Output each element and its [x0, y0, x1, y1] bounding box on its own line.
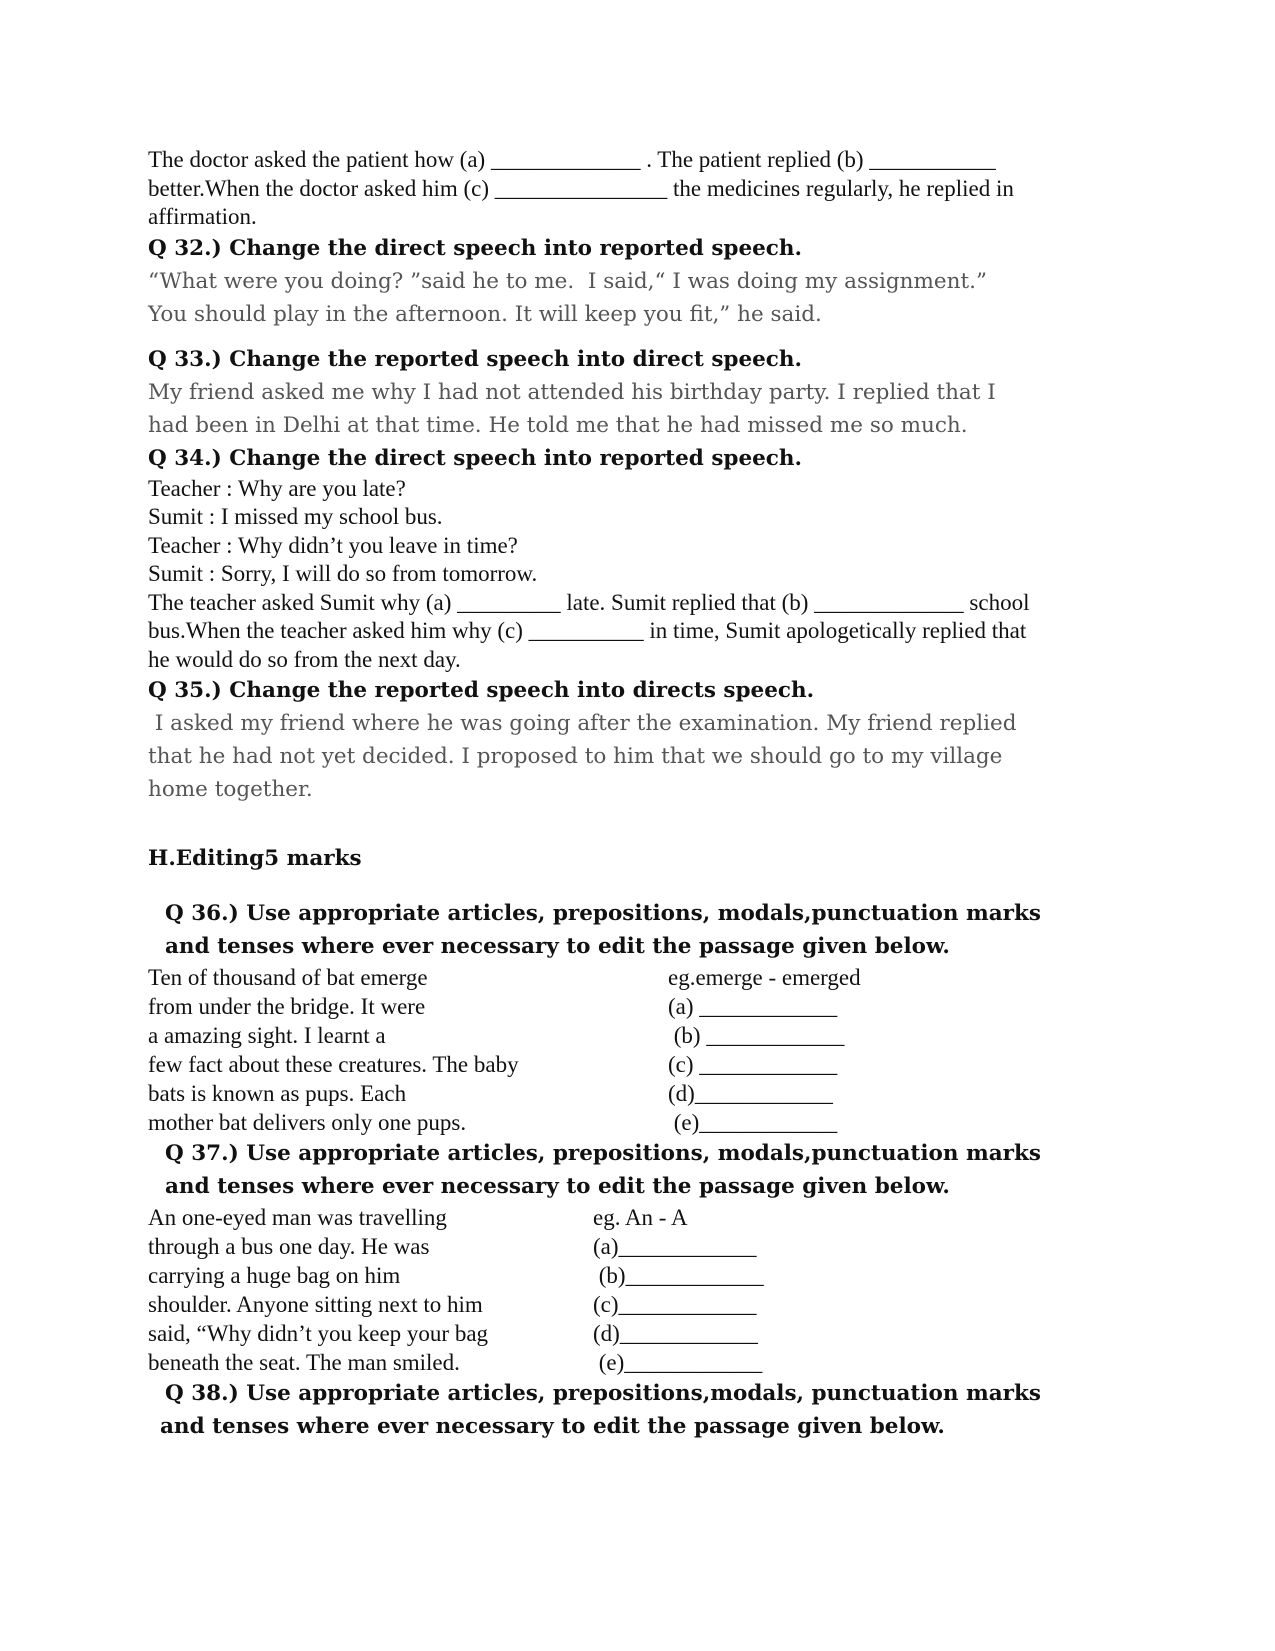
question-heading: Q 33.) Change the reported speech into direct speech.	[148, 346, 803, 372]
editing-row	[148, 1079, 1108, 1108]
editing-row	[148, 1108, 1108, 1137]
answer-blank: (b) ____________	[668, 1023, 845, 1048]
passage-line: beneath the seat. The man smiled.	[148, 1350, 460, 1375]
question-heading: and tenses where ever necessary to edit the passage given below.	[160, 1414, 945, 1439]
dialogue-line: Teacher : Why didn’t you leave in time?	[148, 532, 518, 558]
passage-line: few fact about these creatures. The baby	[148, 1052, 519, 1077]
dialogue-line: Sumit : I missed my school bus.	[148, 504, 443, 529]
question-32	[148, 232, 1108, 331]
editing-row	[148, 1348, 1108, 1377]
editing-row	[148, 1050, 1108, 1079]
question-heading: Q 37.) Use appropriate articles, prepositions, modals,punctuation marks	[165, 1141, 1041, 1166]
question-heading: Q 38.) Use appropriate articles, prepositions,modals, punctuation marks	[165, 1381, 1041, 1406]
passage-line: An one-eyed man was travelling	[148, 1205, 447, 1230]
editing-row	[148, 1232, 1108, 1261]
editing-row	[148, 1290, 1108, 1319]
question-text: had been in Delhi at that time. He told me that he had missed me so much.	[148, 412, 968, 438]
editing-table	[148, 1203, 1108, 1377]
text-line: The teacher asked Sumit why (a) _________ late. Sumit replied that (b) _____________ school	[148, 589, 1030, 615]
question-33	[148, 343, 1108, 442]
editing-row	[148, 1203, 1108, 1232]
answer-blank: (c) ____________	[668, 1052, 838, 1077]
dialogue-line: Teacher : Why are you late?	[148, 475, 406, 501]
question-heading: and tenses where ever necessary to edit the passage given below.	[165, 1174, 950, 1199]
question-34	[148, 442, 1108, 675]
answer-blank: (d)____________	[668, 1081, 833, 1106]
text-line: The doctor asked the patient how (a) _____________ . The patient replied (b) ___________	[148, 147, 996, 172]
answer-blank: (e)____________	[668, 1110, 838, 1135]
question-35	[148, 674, 1108, 806]
passage-line: through a bus one day. He was	[148, 1234, 430, 1259]
answer-blank: (a)____________	[593, 1234, 757, 1259]
passage-line: bats is known as pups. Each	[148, 1081, 407, 1106]
text-line: affirmation.	[148, 204, 257, 229]
answer-blank: (c)____________	[593, 1292, 757, 1317]
editing-row	[148, 963, 1108, 992]
question-text: I asked my friend where he was going after the examination. My friend replied	[148, 711, 1017, 736]
answer-blank: (b)____________	[593, 1263, 764, 1288]
passage-line: Ten of thousand of bat emerge	[148, 965, 428, 990]
dialogue-line: Sumit : Sorry, I will do so from tomorrow.	[148, 561, 538, 586]
passage-line: mother bat delivers only one pups.	[148, 1110, 467, 1135]
editing-row	[148, 1319, 1108, 1348]
section-heading: H.Editing5 marks	[148, 846, 362, 871]
q31-passage	[148, 146, 1108, 232]
answer-blank: eg.emerge - emerged	[668, 965, 861, 990]
editing-table	[148, 963, 1108, 1137]
text-line: bus.When the teacher asked him why (c) __________ in time, Sumit apologetically replied that	[148, 618, 1027, 643]
question-heading: Q 32.) Change the direct speech into reported speech.	[148, 235, 803, 261]
question-heading: Q 35.) Change the reported speech into directs speech.	[148, 678, 815, 703]
text-line: better.When the doctor asked him (c) _______________ the medicines regularly, he replied in	[148, 175, 1014, 201]
question-text: that he had not yet decided. I proposed to him that we should go to my village	[148, 744, 1003, 769]
editing-row	[148, 1021, 1108, 1050]
passage-line: said, “Why didn’t you keep your bag	[148, 1321, 489, 1346]
passage-line: carrying a huge bag on him	[148, 1263, 401, 1288]
editing-row	[148, 992, 1108, 1021]
question-text: “What were you doing? ”said he to me. I said,“ I was doing my assignment.”	[148, 268, 987, 294]
question-heading: and tenses where ever necessary to edit the passage given below.	[165, 934, 950, 959]
question-text: You should play in the afternoon. It will keep you fit,” he said.	[148, 301, 822, 327]
answer-blank: (a) ____________	[668, 994, 838, 1019]
answer-blank: (e)____________	[593, 1350, 763, 1375]
question-37	[148, 1137, 1108, 1377]
question-38	[148, 1377, 1108, 1443]
passage-line: shoulder. Anyone sitting next to him	[148, 1292, 483, 1317]
worksheet-page	[148, 146, 1108, 1443]
text-line: he would do so from the next day.	[148, 646, 461, 672]
answer-blank: eg. An - A	[593, 1205, 688, 1230]
editing-row	[148, 1261, 1108, 1290]
answer-blank: (d)____________	[593, 1321, 758, 1346]
question-heading: Q 34.) Change the direct speech into reported speech.	[148, 445, 803, 471]
question-36	[148, 897, 1108, 1137]
passage-line: from under the bridge. It were	[148, 994, 426, 1019]
question-text: My friend asked me why I had not attended his birthday party. I replied that I	[148, 379, 996, 405]
question-text: home together.	[148, 777, 313, 802]
passage-line: a amazing sight. I learnt a	[148, 1023, 386, 1048]
question-heading: Q 36.) Use appropriate articles, prepositions, modals,punctuation marks	[165, 901, 1041, 926]
